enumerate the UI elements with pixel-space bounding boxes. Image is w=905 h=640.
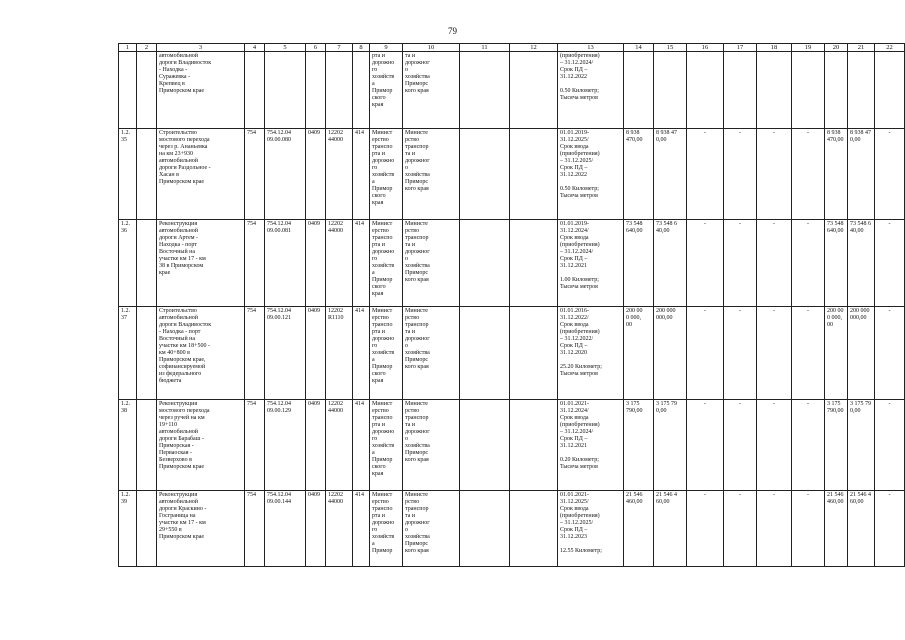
amount-cell: 200 00 0 000, 00 (825, 307, 848, 400)
amount-cell: - (875, 220, 905, 307)
amount-cell: - (724, 307, 757, 400)
table-row (119, 400, 905, 491)
amount-cell: - (875, 491, 905, 567)
row-number: 1.2. 39 (119, 491, 137, 567)
amount-cell: 200 000 000,00 (848, 307, 875, 400)
amount-cell: - (724, 491, 757, 567)
col-header: 18 (757, 44, 792, 52)
terms-capacity: 01.01.2019- 31.12.2025/ Срок ввода (приобретения) – 31.12.2025/ Срок ПД – 31.12.2022 0.50 Километр; Тысяча метров (558, 129, 624, 220)
amount-cell: - (757, 220, 792, 307)
amount-cell: 21 546 4 60,00 (848, 491, 875, 567)
target-article: 12202 44000 (326, 129, 353, 220)
expense-type: 414 (353, 400, 370, 491)
col-header: 20 (825, 44, 848, 52)
page-number: 79 (448, 26, 457, 36)
grbs-name: Минист ерство транспо рта и дорожно го хозяйств а Примор ского края (370, 129, 403, 220)
amount-cell: 21 546 460,00 (624, 491, 654, 567)
terms-capacity: 01.01.2016- 31.12.2022/ Срок ввода (приобретения) – 31.12.2022/ Срок ПД – 31.12.2020 25.20 Километр; Тысяча метров (558, 307, 624, 400)
column-number-row (119, 44, 905, 52)
object-name: Строительство мостового перехода через р. Ананьевка на км 23+930 автомобильной дороги Раздольное - Хасан в Приморском крае (157, 129, 245, 220)
expense-type: 414 (353, 491, 370, 567)
target-article: 12202 44000 (326, 400, 353, 491)
object-code: 754.12.04 09.00.129 (265, 400, 306, 491)
object-name: Реконструкция автомобильной дороги Краскино - Госграница на участке км 17 - км 29+550 в Приморском крае (157, 491, 245, 567)
amount-cell: - (687, 307, 724, 400)
col-header: 12 (510, 44, 558, 52)
grbs-name: Минист ерство транспо рта и дорожно го хозяйств а Примор ского края (370, 220, 403, 307)
col-header: 7 (326, 44, 353, 52)
object-name: автомобильной дороги Владивосток - Находка - Суражевка - Крепвец в Приморском крае (157, 52, 245, 129)
amount-cell: 8 938 47 0,00 (654, 129, 687, 220)
col-header: 5 (265, 44, 306, 52)
amount-cell: 73 548 640,00 (624, 220, 654, 307)
terms-capacity: 01.01.2021- 31.12.2025/ Срок ввода (приобретения) – 31.12.2025/ Срок ПД – 31.12.2023 12.55 Километр; (558, 491, 624, 567)
col-header: 15 (654, 44, 687, 52)
amount-cell: - (875, 400, 905, 491)
customer-name: Министе рство транспор та и дорожног о хозяйства Приморс кого края (403, 491, 460, 567)
row-number: 1.2. 38 (119, 400, 137, 491)
grbs-name: Минист ерство транспо рта и дорожно го хозяйств а Примор (370, 491, 403, 567)
amount-cell: - (724, 129, 757, 220)
customer-name: Министе рство транспор та и дорожног о хозяйства Приморс кого края (403, 307, 460, 400)
row-number: 1.2. 36 (119, 220, 137, 307)
customer-name: Министе рство транспор та и дорожног о хозяйства Приморс кого края (403, 129, 460, 220)
col-header: 3 (157, 44, 245, 52)
col-header: 16 (687, 44, 724, 52)
terms-capacity: 01.01.2021- 31.12.2024/ Срок ввода (приобретения) – 31.12.2024/ Срок ПД – 31.12.2021 0.20 Километр; Тысяча метров (558, 400, 624, 491)
col-header: 10 (403, 44, 460, 52)
object-name: Строительство автомобильной дороги Владивосток - Находка - порт Восточный на участке км 18+500 - км 40+800 в Приморском крае, софинансируемой из федерального бюджета (157, 307, 245, 400)
amount-cell: - (687, 491, 724, 567)
amount-cell: 73 548 640,00 (825, 220, 848, 307)
amount-cell: 3 175 790,00 (624, 400, 654, 491)
customer-name: Министе рство транспор та и дорожног о хозяйства Приморс кого края (403, 220, 460, 307)
amount-cell: - (757, 307, 792, 400)
grbs-code: 754 (245, 400, 265, 491)
customer-name: та и дорожног о хозяйства Приморс кого края (403, 52, 460, 129)
col-header: 8 (353, 44, 370, 52)
col-header: 2 (137, 44, 157, 52)
col-header: 13 (558, 44, 624, 52)
grbs-name: рта и дорожно го хозяйств а Примор ского края (370, 52, 403, 129)
amount-cell: - (792, 491, 825, 567)
col-header: 21 (848, 44, 875, 52)
table-row (119, 307, 905, 400)
amount-cell: - (757, 491, 792, 567)
amount-cell: - (792, 307, 825, 400)
object-name: Реконструкция мостового перехода через ручей на км 19+110 автомобильной дороги Барабаш - Приморская - Перваоская - Безверхово в Приморском крае (157, 400, 245, 491)
section-code: 0409 (306, 307, 326, 400)
section-code: 0409 (306, 491, 326, 567)
row-number: 1.2. 37 (119, 307, 137, 400)
col-header: 1 (119, 44, 137, 52)
grbs-code: 754 (245, 307, 265, 400)
section-code: 0409 (306, 129, 326, 220)
grbs-code: 754 (245, 220, 265, 307)
amount-cell: - (792, 129, 825, 220)
target-article: 12202 44000 (326, 220, 353, 307)
col-header: 19 (792, 44, 825, 52)
amount-cell: - (724, 220, 757, 307)
budget-table (118, 43, 905, 567)
section-code: 0409 (306, 220, 326, 307)
object-name: Реконструкция автомобильной дороги Артем - Находка - порт Восточный на участке км 17 - км 38 в Приморском крае (157, 220, 245, 307)
continuation-row (119, 52, 905, 129)
amount-cell: - (792, 220, 825, 307)
amount-cell: 3 175 79 0,00 (848, 400, 875, 491)
expense-type: 414 (353, 307, 370, 400)
col-header: 22 (875, 44, 905, 52)
expense-type: 414 (353, 129, 370, 220)
amount-cell: 200 00 0 000, 00 (624, 307, 654, 400)
col-header: 4 (245, 44, 265, 52)
amount-cell: - (875, 129, 905, 220)
amount-cell: - (792, 400, 825, 491)
amount-cell: - (757, 129, 792, 220)
amount-cell: - (687, 220, 724, 307)
col-header: 11 (460, 44, 510, 52)
amount-cell: 8 938 470,00 (624, 129, 654, 220)
amount-cell: 8 938 47 0,00 (848, 129, 875, 220)
amount-cell: - (724, 400, 757, 491)
amount-cell: - (757, 400, 792, 491)
object-code: 754.12.04 09.00.144 (265, 491, 306, 567)
table-row (119, 129, 905, 220)
terms-capacity: (приобретения) – 31.12.2024/ Срок ПД – 31.12.2022 0.50 Километр; Тысяча метров (558, 52, 624, 129)
table-row (119, 220, 905, 307)
amount-cell: - (687, 400, 724, 491)
amount-cell: 73 548 6 40,00 (848, 220, 875, 307)
object-code: 754.12.04 09.00.080 (265, 129, 306, 220)
col-header: 6 (306, 44, 326, 52)
amount-cell: 200 000 000,00 (654, 307, 687, 400)
amount-cell: 21 546 4 60,00 (654, 491, 687, 567)
grbs-name: Минист ерство транспо рта и дорожно го хозяйств а Примор ского края (370, 307, 403, 400)
terms-capacity: 01.01.2019- 31.12.2024/ Срок ввода (приобретения) – 31.12.2024/ Срок ПД – 31.12.2021 1.00 Километр; Тысяча метров (558, 220, 624, 307)
table-row (119, 491, 905, 567)
row-number: 1.2. 35 (119, 129, 137, 220)
amount-cell: 3 175 79 0,00 (654, 400, 687, 491)
object-code: 754.12.04 09.00.121 (265, 307, 306, 400)
grbs-code: 754 (245, 491, 265, 567)
grbs-name: Минист ерство транспо рта и дорожно го хозяйств а Примор ского края (370, 400, 403, 491)
target-article: 12202 44000 (326, 491, 353, 567)
amount-cell: 3 175 790,00 (825, 400, 848, 491)
expense-type: 414 (353, 220, 370, 307)
col-header: 9 (370, 44, 403, 52)
amount-cell: 21 546 460,00 (825, 491, 848, 567)
object-code: 754.12.04 09.00.081 (265, 220, 306, 307)
col-header: 17 (724, 44, 757, 52)
customer-name: Министе рство транспор та и дорожног о хозяйства Приморс кого края (403, 400, 460, 491)
section-code: 0409 (306, 400, 326, 491)
amount-cell: 8 938 470,00 (825, 129, 848, 220)
amount-cell: 73 548 6 40,00 (654, 220, 687, 307)
target-article: 12202 R1110 (326, 307, 353, 400)
col-header: 14 (624, 44, 654, 52)
amount-cell: - (687, 129, 724, 220)
grbs-code: 754 (245, 129, 265, 220)
amount-cell: - (875, 307, 905, 400)
